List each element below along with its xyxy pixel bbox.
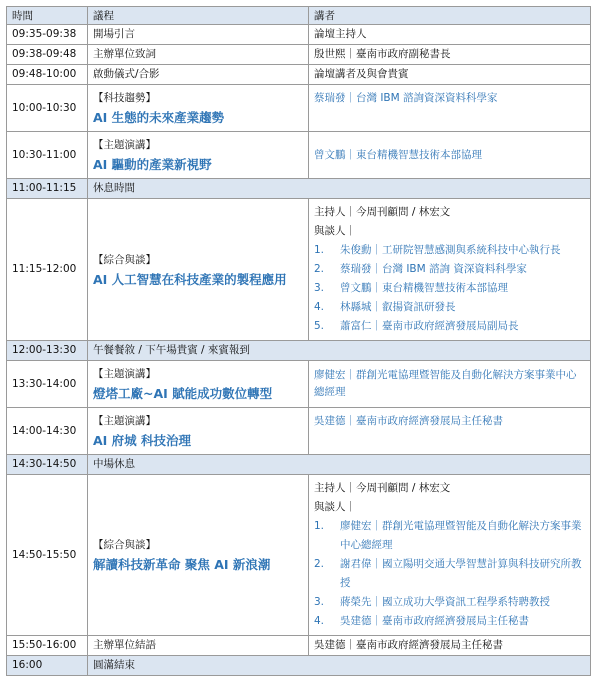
- time-cell: 11:15-12:00: [7, 199, 88, 341]
- table-row: [7, 341, 591, 361]
- panel-label: 與談人｜: [314, 501, 356, 513]
- agenda-cell: [88, 475, 309, 636]
- panel-label: 與談人｜: [314, 225, 356, 237]
- agenda-cell: 啟動儀式/合影: [88, 65, 309, 85]
- panelist-name: 蔣榮先｜國立成功大學資訊工程學系特聘教授: [340, 596, 550, 608]
- speaker-cell: 吳建德｜臺南市政府經濟發展局主任秘書: [309, 408, 591, 455]
- header-speaker: 講者: [309, 7, 591, 25]
- list-item: [314, 317, 585, 336]
- time-cell: 13:30-14:00: [7, 361, 88, 408]
- speaker-cell: 殷世熙｜臺南市政府副秘書長: [309, 45, 591, 65]
- time-cell: 14:00-14:30: [7, 408, 88, 455]
- list-number: 3.: [314, 596, 325, 608]
- list-number: 2.: [314, 263, 325, 275]
- list-number: 5.: [314, 320, 325, 332]
- speaker-cell: [309, 475, 591, 636]
- panel-host: 主持人｜今周刊顧問 / 林宏文: [314, 206, 451, 218]
- session-topic: AI 驅動的產業新視野: [93, 157, 212, 172]
- list-item: [314, 612, 585, 631]
- agenda-cell: 開場引言: [88, 25, 309, 45]
- speaker-cell: 廖健宏｜群創光電協理暨智能及自動化解決方案事業中心總經理: [309, 361, 591, 408]
- panelist-name: 吳建德｜臺南市政府經濟發展局主任秘書: [340, 615, 529, 627]
- speaker-cell: 吳建德｜臺南市政府經濟發展局主任秘書: [309, 636, 591, 656]
- time-cell: 10:30-11:00: [7, 132, 88, 179]
- session-tag: 【科技趨勢】: [93, 92, 156, 104]
- list-item: [314, 298, 585, 317]
- list-item: [314, 593, 585, 612]
- list-number: 2.: [314, 558, 325, 570]
- agenda-cell: 主辦單位致詞: [88, 45, 309, 65]
- speaker-cell: 蔡瑞發｜台灣 IBM 諮詢資深資料科學家: [309, 85, 591, 132]
- session-tag: 【綜合與談】: [93, 253, 156, 266]
- header-time: 時間: [7, 7, 88, 25]
- time-cell: 16:00: [7, 656, 88, 676]
- table-row: [7, 45, 591, 65]
- table-row: [7, 408, 591, 455]
- time-cell: 09:35-09:38: [7, 25, 88, 45]
- table-row: [7, 132, 591, 179]
- table-row: [7, 199, 591, 341]
- table-row: [7, 25, 591, 45]
- table-row: [7, 65, 591, 85]
- speaker-cell: 曾文鵬｜東台精機智慧技術本部協理: [309, 132, 591, 179]
- table-row: [7, 85, 591, 132]
- agenda-table: [6, 6, 591, 676]
- table-row: [7, 179, 591, 199]
- panelist-name: 朱俊勳｜工研院智慧感測與系統科技中心執行長: [340, 244, 561, 256]
- time-cell: 09:48-10:00: [7, 65, 88, 85]
- list-item: [314, 279, 585, 298]
- table-row: [7, 636, 591, 656]
- session-tag: 【綜合與談】: [93, 539, 156, 551]
- speaker-cell: 論壇講者及與會貴賓: [309, 65, 591, 85]
- panelist-name: 曾文鵬｜東台精機智慧技術本部協理: [340, 282, 508, 294]
- agenda-cell: [88, 361, 309, 408]
- panelist-name: 廖健宏｜群創光電協理暨智能及自動化解決方案事業中心總經理: [340, 520, 582, 551]
- session-topic: 燈塔工廠~AI 賦能成功數位轉型: [93, 386, 273, 401]
- agenda-cell: 午餐餐敘 / 下午場貴賓 / 來賓報到: [88, 341, 591, 361]
- table-row: [7, 656, 591, 676]
- speaker-cell: [309, 199, 591, 341]
- table-row: [7, 455, 591, 475]
- list-number: 3.: [314, 282, 325, 294]
- list-number: 1.: [314, 244, 325, 256]
- panelist-list: [314, 517, 585, 631]
- list-item: [314, 241, 585, 260]
- agenda-cell: [88, 199, 309, 341]
- list-number: 4.: [314, 301, 325, 313]
- agenda-cell: 圓滿結束: [88, 656, 591, 676]
- list-item: [314, 260, 585, 279]
- session-topic: AI 府城 科技治理: [93, 433, 192, 448]
- agenda-cell: 休息時間: [88, 179, 591, 199]
- speaker-cell: 論壇主持人: [309, 25, 591, 45]
- time-cell: 15:50-16:00: [7, 636, 88, 656]
- panelist-list: [314, 241, 585, 336]
- session-tag: 【主題演講】: [93, 415, 156, 427]
- panelist-name: 林縣城｜叡揚資訊研發長: [340, 301, 456, 313]
- agenda-cell: [88, 132, 309, 179]
- time-cell: 14:30-14:50: [7, 455, 88, 475]
- list-number: 1.: [314, 520, 325, 532]
- session-tag: 【主題演講】: [93, 139, 156, 151]
- session-topic: AI 生態的未來產業趨勢: [93, 110, 225, 125]
- time-cell: 09:38-09:48: [7, 45, 88, 65]
- panel-host: 主持人｜今周刊顧問 / 林宏文: [314, 482, 451, 494]
- list-item: [314, 517, 585, 555]
- time-cell: 14:50-15:50: [7, 475, 88, 636]
- panelist-name: 謝君偉｜國立陽明交通大學智慧計算與科技研究所教授: [340, 558, 582, 589]
- panelist-name: 蕭富仁｜臺南市政府經濟發展局副局長: [340, 320, 519, 332]
- agenda-cell: [88, 85, 309, 132]
- session-topic: AI 人工智慧在科技產業的製程應用: [93, 271, 287, 287]
- panelist-name: 蔡瑞發｜台灣 IBM 諮詢 資深資料科學家: [340, 263, 527, 275]
- time-cell: 11:00-11:15: [7, 179, 88, 199]
- list-number: 4.: [314, 615, 325, 627]
- session-tag: 【主題演講】: [93, 368, 156, 380]
- time-cell: 10:00-10:30: [7, 85, 88, 132]
- list-item: [314, 555, 585, 593]
- header-agenda: 議程: [88, 7, 309, 25]
- table-row: [7, 361, 591, 408]
- agenda-cell: [88, 408, 309, 455]
- table-row: [7, 475, 591, 636]
- session-topic: 解讀科技新革命 聚焦 AI 新浪潮: [93, 557, 271, 572]
- header-row: [7, 7, 591, 25]
- agenda-cell: 主辦單位結語: [88, 636, 309, 656]
- agenda-cell: 中場休息: [88, 455, 591, 475]
- time-cell: 12:00-13:30: [7, 341, 88, 361]
